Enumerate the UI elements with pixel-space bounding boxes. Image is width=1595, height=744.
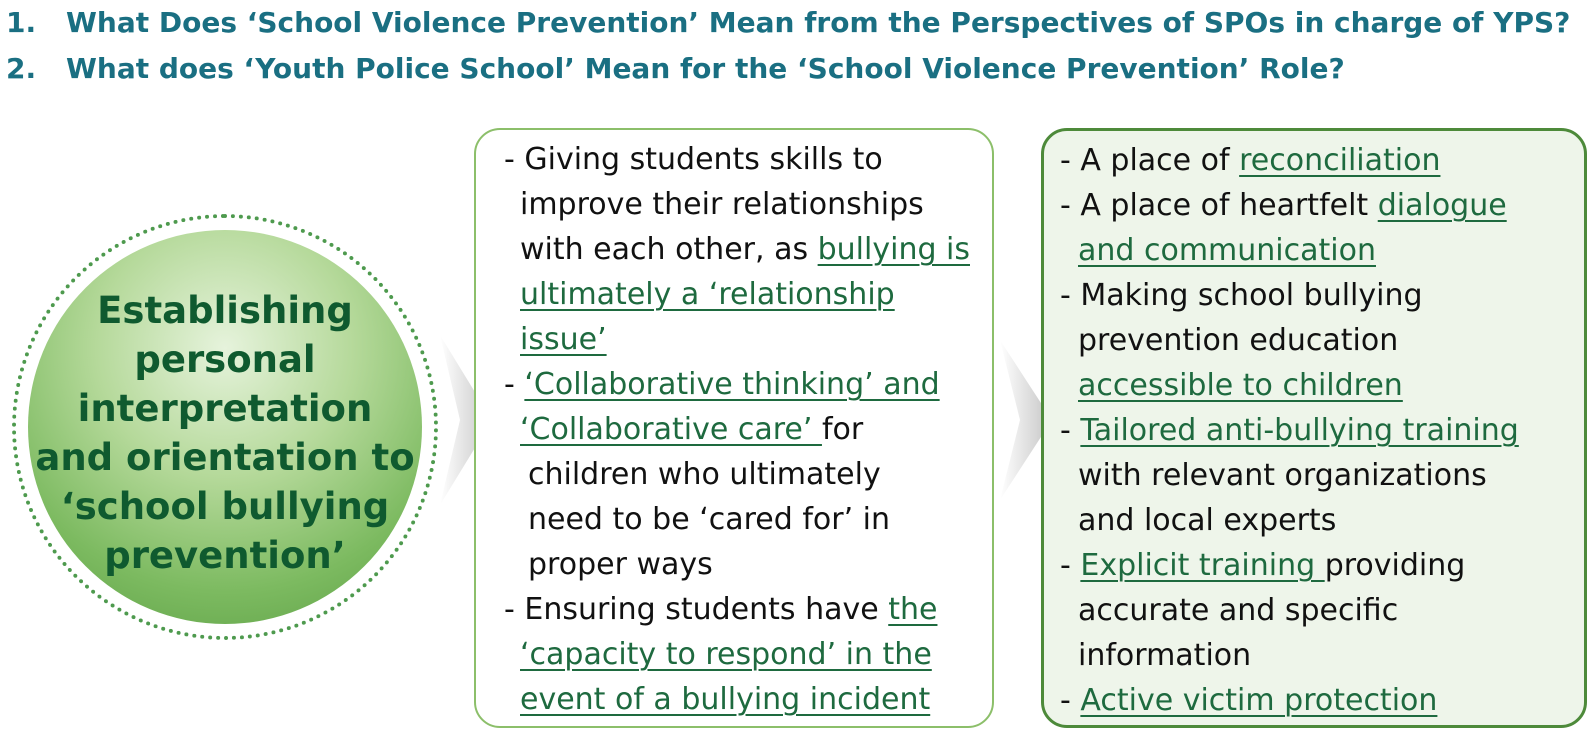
question-1-text: What Does ‘School Violence Prevention’ Mean from the Perspectives of SPOs in charge of YPS?	[66, 6, 1571, 39]
theme-circle	[28, 230, 422, 624]
list-item-continuation: information	[1078, 638, 1252, 673]
theme-line: and orientation to	[35, 436, 415, 479]
list-item-continuation: with relevant organizations	[1078, 458, 1487, 493]
question-2	[6, 46, 1591, 92]
list-item-continuation: children who ultimately	[528, 457, 881, 492]
list-item-continuation: event of a bullying incident	[520, 682, 931, 717]
list-item-continuation: with each other, as bullying is	[520, 232, 970, 267]
list-item-continuation: and local experts	[1078, 503, 1337, 538]
list-item: - Making school bullying	[1060, 278, 1423, 313]
list-item-continuation: and communication	[1078, 233, 1376, 268]
list-item-continuation: accurate and specific	[1078, 593, 1399, 628]
list-item: - A place of reconciliation	[1060, 143, 1441, 178]
theme-line: interpretation	[77, 387, 373, 430]
list-item-continuation: ‘Collaborative care’ for	[520, 412, 864, 447]
theme-circle-dotted-ring	[12, 214, 438, 640]
list-item: - A place of heartfelt dialogue	[1060, 188, 1507, 223]
theme-line: ‘school bullying	[60, 485, 390, 528]
list-item-continuation: ultimately a ‘relationship	[520, 277, 895, 312]
list-item-continuation: accessible to children	[1078, 368, 1403, 403]
theme-line: prevention’	[104, 534, 346, 577]
list-item: - Tailored anti-bullying training	[1060, 413, 1519, 448]
list-item-continuation: proper ways	[528, 547, 713, 582]
list-item-continuation: prevention education	[1078, 323, 1399, 358]
theme-line: personal	[134, 338, 316, 381]
question-1-number: 1.	[6, 6, 37, 39]
question-1	[6, 0, 1591, 46]
list-item: - ‘Collaborative thinking’ and	[504, 367, 940, 402]
list-item-continuation: issue’	[520, 322, 607, 357]
list-item-continuation: ‘capacity to respond’ in the	[520, 637, 932, 672]
theme-line: Establishing	[97, 289, 353, 332]
list-item-continuation: improve their relationships	[520, 187, 924, 222]
list-item: - Ensuring students have the	[504, 592, 938, 627]
meaning-of-yps-box	[1041, 128, 1587, 728]
list-item: - Explicit training providing	[1060, 548, 1466, 583]
question-2-number: 2.	[6, 52, 37, 85]
list-item-continuation: need to be ‘cared for’ in	[528, 502, 890, 537]
list-item: - Giving students skills to	[504, 142, 883, 177]
research-questions	[6, 0, 1591, 92]
question-2-text: What does ‘Youth Police School’ Mean for the ‘School Violence Prevention’ Role?	[66, 52, 1345, 85]
theme-circle-text	[35, 286, 415, 580]
list-item: - Active victim protection	[1060, 683, 1438, 718]
meaning-of-prevention-box	[474, 128, 994, 728]
